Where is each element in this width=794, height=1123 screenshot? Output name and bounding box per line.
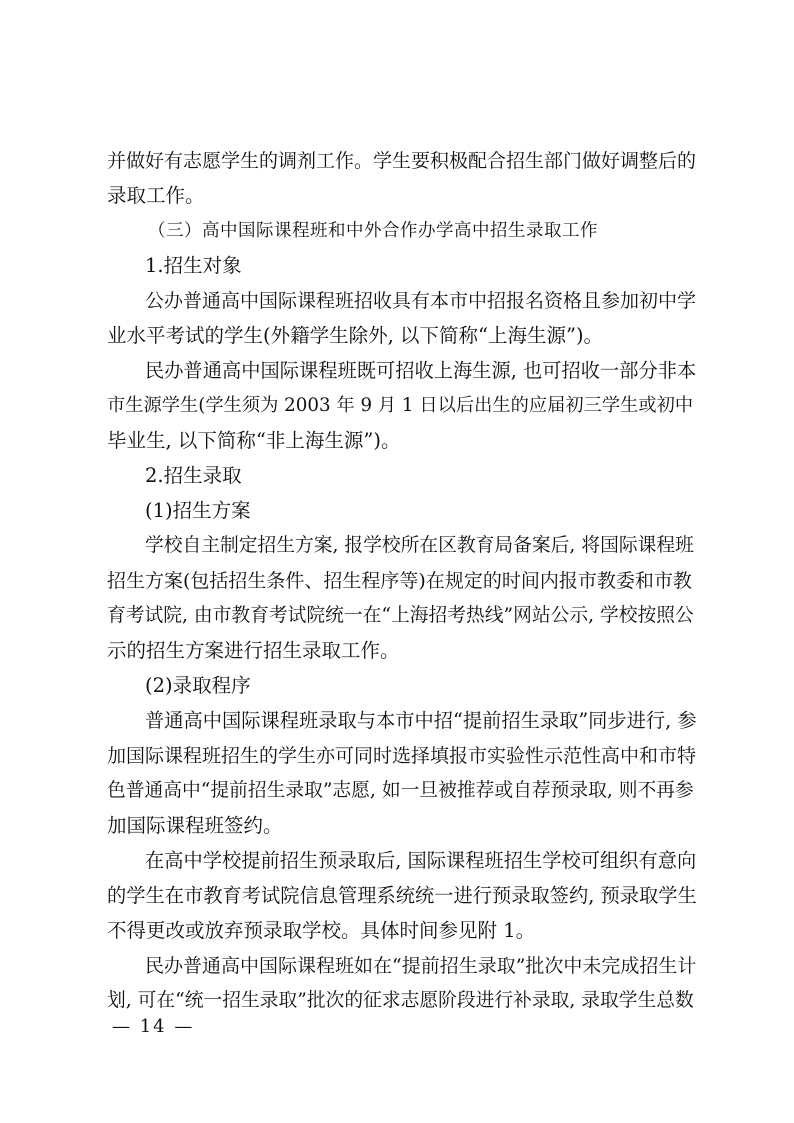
paragraph-line: 录取工作。	[107, 184, 205, 207]
subsection-heading: (2)录取程序	[145, 674, 251, 697]
paragraph-line: 不得更改或放弃预录取学校。具体时间参见附 1。	[107, 919, 536, 942]
paragraph-line: 示的招生方案进行招生录取工作。	[107, 639, 400, 662]
paragraph-line: 并做好有志愿学生的调剂工作。学生要积极配合招生部门做好调整后的	[107, 150, 697, 172]
subsection-heading: 1.招生对象	[145, 254, 242, 277]
paragraph-line: 业水平考试的学生(外籍学生除外, 以下简称“上海生源”)。	[107, 324, 604, 347]
paragraph-line: 毕业生, 以下简称“非上海生源”)。	[107, 429, 401, 452]
paragraph-line: 划, 可在“统一招生录取”批次的征求志愿阶段进行补录取, 录取学生总数	[107, 990, 694, 1011]
paragraph-line: 招生方案(包括招生条件、招生程序等)在规定的时间内报市教委和市教	[107, 570, 692, 592]
paragraph-line: 普通高中国际课程班录取与本市中招“提前招生录取”同步进行, 参	[145, 709, 697, 732]
paragraph-line: 民办普通高中国际课程班如在“提前招生录取”批次中未完成招生计	[145, 955, 697, 977]
paragraph-line: 育考试院, 由市教育考试院统一在“上海招考热线”网站公示, 学校按照公	[107, 605, 694, 626]
paragraph-line: 民办普通高中国际课程班既可招收上海生源, 也可招收一部分非本	[145, 359, 697, 382]
paragraph-line: 的学生在市教育考试院信息管理系统统一进行预录取签约, 预录取学生	[107, 884, 697, 907]
subsection-heading: 2.招生录取	[145, 464, 242, 487]
paragraph-line: 市生源学生(学生须为 2003 年 9 月 1 日以后出生的应届初三学生或初中	[107, 395, 694, 416]
subsection-heading: (1)招生方案	[145, 499, 251, 522]
paragraph-line: 学校自主制定招生方案, 报学校所在区教育局备案后, 将国际课程班	[145, 535, 694, 556]
paragraph-line: 色普通高中“提前招生录取”志愿, 如一旦被推荐或自荐预录取, 则不再参	[107, 780, 694, 801]
paragraph-line: 公办普通高中国际课程班招收具有本市中招报名资格且参加初中学	[145, 290, 697, 312]
paragraph-line: 在高中学校提前招生预录取后, 国际课程班招生学校可组织有意向	[145, 849, 697, 872]
section-heading: （三）高中国际课程班和中外合作办学高中招生录取工作	[148, 221, 598, 241]
page-number: — 14 —	[112, 1016, 195, 1037]
paragraph-line: 加国际课程班招生的学生亦可同时选择填报市实验性示范性高中和市特	[107, 745, 697, 767]
paragraph-line: 加国际课程班签约。	[107, 814, 283, 837]
